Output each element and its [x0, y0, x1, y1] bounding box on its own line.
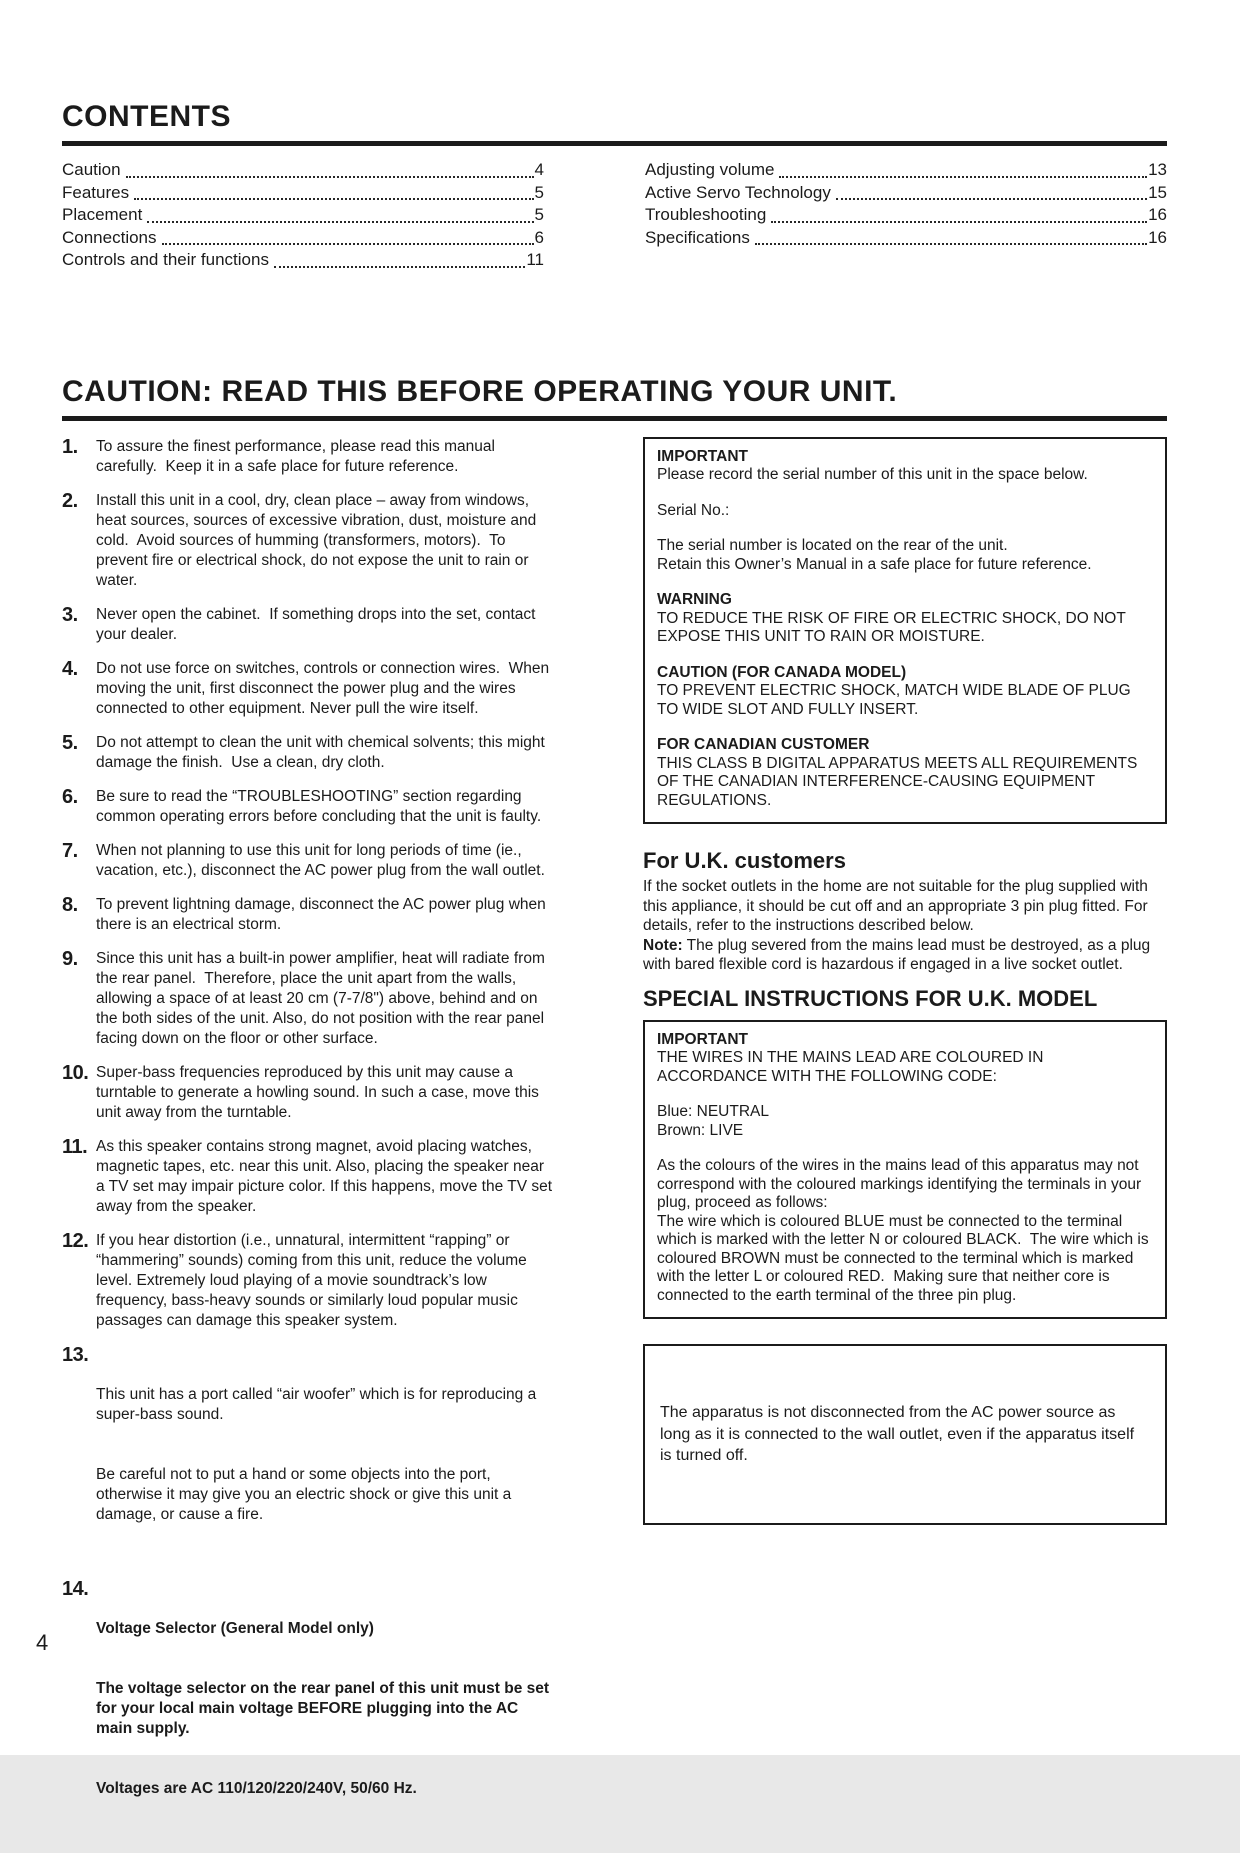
box-block — [657, 1157, 1153, 1305]
toc-leader-dots — [126, 176, 534, 178]
caution-item — [62, 949, 554, 1049]
box-block — [657, 591, 1153, 647]
item-number: 5. — [62, 731, 78, 754]
uk-customers-heading: For U.K. customers — [643, 848, 846, 873]
toc-leader-dots — [162, 243, 534, 245]
caution-rule — [62, 416, 1167, 421]
item-number: 6. — [62, 785, 78, 808]
caution-list — [62, 435, 557, 1853]
item-paragraph: To prevent lightning damage, disconnect the AC power plug when there is an electrical storm. — [96, 895, 551, 933]
toc-column-left — [62, 159, 544, 272]
toc-leader-dots — [755, 243, 1147, 245]
ac-power-box — [643, 1344, 1167, 1525]
caution-item — [62, 491, 554, 591]
wires-code-box — [643, 1020, 1167, 1320]
toc-entry — [62, 182, 544, 205]
toc-entry — [62, 227, 544, 250]
box-paragraph: The apparatus is not disconnected from the AC power source as long as it is connected to the wall outlet, even if the apparatus itself is turned off. — [660, 1404, 1139, 1464]
toc-leader-dots — [779, 176, 1147, 178]
item-number: 2. — [62, 489, 78, 512]
item-number: 7. — [62, 839, 78, 862]
box-block — [657, 502, 1153, 521]
toc-entry-label: Features — [62, 182, 130, 202]
caution-item — [62, 437, 554, 477]
caution-item — [62, 895, 554, 935]
page-number: 4 — [36, 1630, 49, 1655]
toc-entry-label: Adjusting volume — [645, 160, 775, 179]
toc-entry-page: 16 — [1148, 205, 1167, 224]
toc-leader-dots — [147, 221, 533, 223]
toc-entry — [62, 159, 544, 182]
item-number: 12. — [62, 1229, 89, 1252]
toc-entry — [62, 249, 544, 272]
wire-code-blue: Blue: NEUTRAL — [657, 1103, 769, 1120]
toc-leader-dots — [134, 198, 533, 200]
toc-leader-dots — [274, 266, 525, 268]
serial-no-field: Serial No.: — [657, 501, 730, 519]
box-heading: IMPORTANT — [657, 1030, 748, 1048]
box-heading: IMPORTANT — [657, 447, 748, 465]
toc-column-right — [645, 159, 1167, 272]
caution-title: CAUTION: READ THIS BEFORE OPERATING YOUR UNIT. — [62, 374, 898, 408]
toc-entry-label: Controls and their functions — [62, 250, 269, 269]
box-block — [657, 1103, 1153, 1140]
item-paragraph: Voltages are AC 110/120/220/240V, 50/60 Hz. — [96, 1779, 417, 1797]
box-paragraph: Please record the serial number of this unit in the space below. — [657, 466, 1088, 483]
toc-entry-label: Connections — [62, 227, 157, 247]
toc-entry-page: 5 — [534, 182, 544, 202]
caution-item — [62, 605, 554, 645]
toc-entry — [645, 182, 1167, 205]
toc-entry — [645, 227, 1167, 250]
box-paragraph: Retain this Owner’s Manual in a safe place for future reference. — [657, 555, 1092, 573]
toc-entry-page: 5 — [534, 205, 544, 224]
toc-entry — [62, 204, 544, 227]
box-heading: FOR CANADIAN CUSTOMER — [657, 736, 870, 753]
caution-item — [62, 659, 554, 719]
box-heading: CAUTION (FOR CANADA MODEL) — [657, 663, 907, 681]
box-block — [657, 1031, 1153, 1087]
contents-title: CONTENTS — [62, 100, 231, 133]
toc-entry — [645, 159, 1167, 182]
toc-entry-label: Troubleshooting — [645, 205, 767, 224]
item-paragraph: Do not use force on switches, controls or connection wires. When moving the unit, first disconnect the power plug and the wires connected to other equipment. Never pull the wire itself. — [96, 659, 554, 717]
item-number: 9. — [62, 947, 78, 970]
box-heading: WARNING — [657, 591, 732, 608]
item-paragraph: To assure the finest performance, please read this manual carefully. Keep it in a safe place for future reference. — [96, 437, 500, 475]
item-number: 4. — [62, 657, 78, 680]
toc-leader-dots — [836, 198, 1147, 200]
caution-section — [62, 375, 1167, 1853]
box-paragraph: As the colours of the wires in the mains lead of this apparatus may not correspond with the coloured markings identifying the terminals in your plug, proceed as follows: — [657, 1157, 1146, 1211]
uk-customers-paragraph: If the socket outlets in the home are not suitable for the plug supplied with this appliance, it should be cut off and an appropriate 3 pin plug fitted. For details, refer to the instructions described below. — [643, 878, 1153, 934]
special-instructions-heading: SPECIAL INSTRUCTIONS FOR U.K. MODEL — [643, 985, 1098, 1011]
important-serial-box — [643, 437, 1167, 825]
note-text: The plug severed from the mains lead must be destroyed, as a plug with bared flexible cord is hazardous if engaged in a live socket outlet. — [643, 936, 1155, 973]
box-block — [657, 448, 1153, 485]
item-number: 13. — [62, 1343, 89, 1366]
item-number: 8. — [62, 893, 78, 916]
toc-leader-dots — [771, 221, 1147, 223]
item-paragraph: If you hear distortion (i.e., unnatural, intermittent “rapping” or “hammering” sounds) coming from this unit, reduce the volume level. Extremely loud playing of a movie soundtrack’s low frequency, bass-heavy sounds or similarly loud popular music passages can damage this speaker system. — [96, 1231, 532, 1329]
toc-entry-label: Caution — [62, 160, 121, 179]
box-paragraph: The wire which is coloured BLUE must be connected to the terminal which is marked with the letter N or coloured BLACK. The wire which is coloured BROWN must be connected to the terminal which is marked with the letter L or coloured RED. Making sure that neither core is connected to the earth terminal of the three pin plug. — [657, 1212, 1153, 1304]
caution-item — [62, 787, 554, 827]
toc-entry-page: 15 — [1148, 182, 1167, 202]
item-paragraph: Be careful not to put a hand or some objects into the port, otherwise it may give you an electric shock or give this unit a damage, or cause a fire. — [96, 1465, 516, 1523]
toc-entry-page: 4 — [534, 160, 544, 179]
caution-item — [62, 1135, 557, 1217]
caution-item — [62, 733, 554, 773]
page-content — [62, 100, 1167, 1853]
item-paragraph: This unit has a port called “air woofer” which is for reproducing a super-bass sound. — [96, 1385, 541, 1423]
item-paragraph: Install this unit in a cool, dry, clean place – away from windows, heat sources, sources of excessive vibration, dust, moisture and cold. Avoid sources of humming (transformers, motors). To prevent fire or electrical shock, do not expose the unit to rain or water. — [96, 491, 541, 589]
box-block — [657, 664, 1153, 720]
toc-entry-page: 6 — [534, 227, 544, 247]
contents-section — [62, 100, 1167, 272]
box-paragraph: THE WIRES IN THE MAINS LEAD ARE COLOURED IN ACCORDANCE WITH THE FOLLOWING CODE: — [657, 1049, 1047, 1085]
item-paragraph: When not planning to use this unit for long periods of time (ie., vacation, etc.), disconnect the AC power plug from the wall outlet. — [96, 841, 545, 879]
caution-item — [62, 1231, 554, 1331]
toc-entry-label: Active Servo Technology — [645, 182, 831, 202]
caution-item — [62, 1579, 554, 1839]
toc-entry — [645, 204, 1167, 227]
toc-entry-label: Specifications — [645, 227, 750, 247]
box-paragraph: The serial number is located on the rear of the unit. — [657, 537, 1008, 554]
box-paragraph: TO REDUCE THE RISK OF FIRE OR ELECTRIC SHOCK, DO NOT EXPOSE THIS UNIT TO RAIN OR MOISTURE. — [657, 609, 1130, 645]
item-paragraph: Voltage Selector (General Model only) — [96, 1619, 374, 1637]
item-paragraph: As this speaker contains strong magnet, avoid placing watches, magnetic tapes, etc. near this unit. Also, placing the speaker near a TV set may impair picture color. If this happens, move the TV set away from the speaker. — [96, 1137, 557, 1215]
box-block — [657, 736, 1153, 810]
item-paragraph: Super-bass frequencies reproduced by this unit may cause a turntable to generate a howling sound. In such a case, move this unit away from the turntable. — [96, 1063, 544, 1121]
caution-item — [62, 1063, 554, 1123]
note-label: Note: — [643, 936, 683, 954]
caution-right-column — [643, 437, 1167, 1853]
uk-customers-note — [643, 936, 1167, 975]
item-number: 14. — [62, 1577, 89, 1600]
item-paragraph: Be sure to read the “TROUBLESHOOTING” section regarding common operating errors before concluding that the unit is faulty. — [96, 787, 542, 825]
toc-entry-label: Placement — [62, 205, 143, 224]
table-of-contents — [62, 159, 1167, 272]
wire-code-brown: Brown: LIVE — [657, 1121, 744, 1139]
contents-rule — [62, 141, 1167, 146]
toc-entry-page: 16 — [1148, 227, 1167, 247]
box-paragraph: THIS CLASS B DIGITAL APPARATUS MEETS ALL REQUIREMENTS OF THE CANADIAN INTERFERENCE-CAUSING EQUIPMENT REGULATIONS. — [657, 754, 1142, 809]
item-number: 3. — [62, 603, 78, 626]
item-paragraph: Do not attempt to clean the unit with chemical solvents; this might damage the finish. Use a clean, dry cloth. — [96, 733, 550, 771]
caution-item — [62, 841, 554, 881]
toc-entry-page: 11 — [526, 250, 544, 269]
item-paragraph: The voltage selector on the rear panel of this unit must be set for your local main voltage BEFORE plugging into the AC main supply. — [96, 1679, 554, 1737]
item-paragraph: Never open the cabinet. If something drops into the set, contact your dealer. — [96, 605, 540, 643]
caution-item — [62, 1345, 554, 1565]
item-number: 10. — [62, 1061, 89, 1084]
item-paragraph: Since this unit has a built-in power amplifier, heat will radiate from the rear panel. Therefore, place the unit apart from the walls, allowing a space of at least 20 cm (7-7/8") above, behind and on the both sides of the unit. Also, do not position with the rear panel facing down on the floor or other surface. — [96, 949, 550, 1047]
box-paragraph: TO PREVENT ELECTRIC SHOCK, MATCH WIDE BLADE OF PLUG TO WIDE SLOT AND FULLY INSERT. — [657, 682, 1135, 718]
item-number: 1. — [62, 435, 78, 458]
toc-entry-page: 13 — [1148, 160, 1167, 179]
item-number: 11. — [62, 1135, 88, 1158]
box-block — [657, 537, 1153, 574]
